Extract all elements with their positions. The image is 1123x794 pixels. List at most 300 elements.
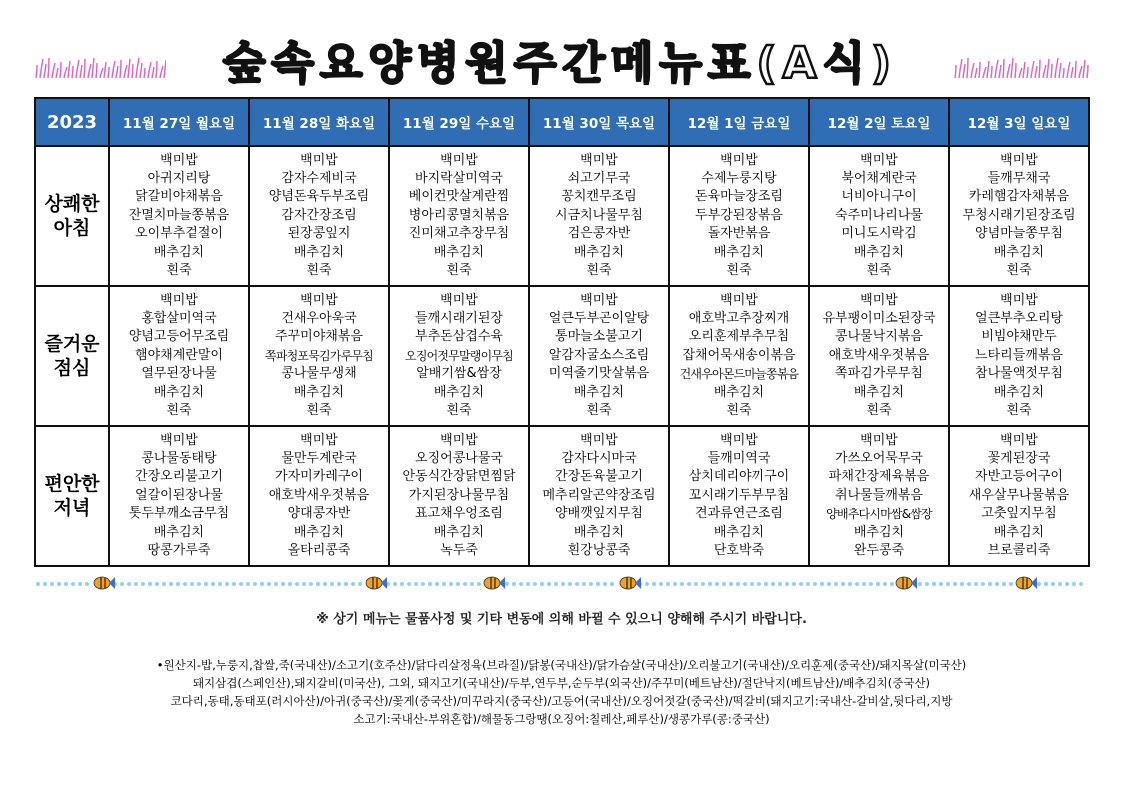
bubble (750, 582, 754, 586)
fish-icon (620, 577, 641, 589)
grass-blade (979, 62, 980, 78)
menu-item: 양배깻잎지무침 (555, 506, 643, 522)
bubble (967, 582, 971, 586)
meal-label (35, 286, 109, 426)
fish-icon (896, 577, 917, 589)
menu-item: 얼큰부추오리탕 (975, 310, 1063, 326)
grass-blade (1039, 60, 1040, 78)
menu-cell (809, 426, 949, 566)
menu-cell (949, 286, 1089, 426)
menu-item: 흰죽 (166, 403, 192, 419)
menu-item: 견과류연근조림 (695, 506, 783, 522)
menu-item: 배추김치 (153, 384, 205, 400)
bubble (1009, 582, 1013, 586)
menu-item: 열무된장나물 (141, 366, 217, 382)
grass-blade (1031, 61, 1034, 78)
menu-cell (529, 426, 669, 566)
grass-blade (1055, 58, 1058, 78)
bubble (246, 582, 250, 586)
menu-item: 바지락살미역국 (415, 170, 503, 186)
grass-blade (68, 61, 70, 78)
menu-item: 배추김치 (853, 244, 905, 260)
grass-blade (1083, 60, 1085, 78)
bubble (764, 582, 768, 586)
bubble (393, 582, 397, 586)
bubble (652, 582, 656, 586)
menu-cell (249, 426, 389, 566)
bubble (533, 582, 537, 586)
bubble (708, 582, 712, 586)
menu-item: 주꾸미야채볶음 (275, 329, 363, 345)
menu-item: 톳두부깨소금무침 (128, 506, 230, 522)
bubble (120, 582, 124, 586)
grass-blade (156, 61, 157, 78)
bubble (183, 582, 187, 586)
menu-item: 감자수제비국 (281, 170, 357, 186)
bubble (36, 582, 40, 586)
menu-item: 얼갈이된장나물 (135, 487, 223, 503)
bubble (407, 582, 411, 586)
bubble (876, 582, 880, 586)
bubble (435, 582, 439, 586)
bubble (470, 582, 474, 586)
menu-cell (109, 146, 249, 286)
menu-item: 백미밥 (720, 152, 758, 168)
menu-item: 백미밥 (160, 292, 198, 308)
bubble (722, 582, 726, 586)
menu-item: 백미밥 (300, 432, 338, 448)
grass-blade (1003, 59, 1004, 78)
grass-blade (112, 61, 115, 78)
bubble (1002, 582, 1006, 586)
menu-item: 백미밥 (580, 432, 618, 448)
menu-item: 완두콩죽 (853, 543, 905, 559)
meal-label-text: 즐거운 (44, 333, 100, 355)
bubble (778, 582, 782, 586)
meal-label-text: 아침 (53, 217, 91, 239)
menu-item: 배추김치 (293, 524, 345, 540)
notice-text: ※ 상기 메뉴는 물품사정 및 기타 변동에 의해 바뀔 수 있으니 양해해 주시기 바랍니다. (316, 612, 807, 627)
menu-item: 배추김치 (713, 384, 765, 400)
menu-item: 오리훈제부추무침 (688, 329, 790, 345)
grass-blade (108, 67, 109, 78)
day-header: 12월 1일 금요일 (669, 98, 809, 146)
menu-item: 콩나물무생채 (281, 366, 357, 382)
menu-item: 흰강낭콩죽 (567, 543, 631, 559)
bubble (729, 582, 733, 586)
grass-blade (1019, 68, 1022, 78)
grass-blade (140, 63, 142, 78)
menu-item: 흰죽 (306, 403, 332, 419)
grass-blade (1011, 58, 1013, 78)
bubble (449, 582, 453, 586)
bubble (582, 582, 586, 586)
menu-item: 양대콩자반 (287, 506, 351, 522)
bubble (960, 582, 964, 586)
grass-blade (60, 62, 61, 78)
menu-cell (109, 286, 249, 426)
bubble (820, 582, 824, 586)
bubble (995, 582, 999, 586)
meal-row (35, 146, 1089, 286)
menu-item: 꼬시래기두부무침 (688, 487, 790, 503)
menu-item: 건새우아욱국 (281, 310, 357, 326)
menu-item: 흰죽 (446, 403, 472, 419)
menu-item: 간장돈육불고기 (555, 469, 643, 485)
menu-item: 감자다시마국 (561, 450, 637, 466)
menu-item: 된장콩잎지 (287, 226, 351, 242)
bubble (260, 582, 264, 586)
menu-item: 고춧잎지무침 (981, 506, 1057, 522)
menu-item: 애호박새우젓볶음 (268, 487, 370, 503)
bubble (43, 582, 47, 586)
day-header: 11월 29일 수요일 (389, 98, 529, 146)
menu-item: 메추리알곤약장조림 (542, 487, 656, 503)
bubble (64, 582, 68, 586)
menu-item: 수제누룽지탕 (701, 170, 777, 186)
origin-line: 돼지삼겹(스페인산),돼지갈비(미국산), 그외, 돼지고기(국내산)/두부,연두부,순두부(외국산)/주꾸미(베트남산)/절단낙지(베트남산)/배추김치(중국산) (192, 676, 931, 690)
grass-blade (40, 59, 43, 78)
grass-blade (104, 62, 106, 78)
bubble (204, 582, 208, 586)
menu-item: 배추김치 (293, 384, 345, 400)
menu-item: 흰죽 (586, 263, 612, 279)
bubble (316, 582, 320, 586)
bubble (701, 582, 705, 586)
bubble (267, 582, 271, 586)
bubble (442, 582, 446, 586)
bubble (540, 582, 544, 586)
bubble (1051, 582, 1055, 586)
bubble (232, 582, 236, 586)
bubble (176, 582, 180, 586)
menu-item: 백미밥 (860, 152, 898, 168)
menu-cell (669, 286, 809, 426)
menu-item: 백미밥 (1000, 152, 1038, 168)
menu-item: 배추김치 (573, 524, 625, 540)
menu-item: 배추김치 (433, 244, 485, 260)
bubble (1072, 582, 1076, 586)
bubble (253, 582, 257, 586)
menu-cell (249, 286, 389, 426)
bubble (680, 582, 684, 586)
menu-item: 배추김치 (433, 524, 485, 540)
menu-item: 닭갈비야채볶음 (135, 189, 223, 205)
menu-item: 돈육마늘장조림 (695, 189, 783, 205)
menu-item: 배추김치 (153, 524, 205, 540)
grass-blade (44, 64, 46, 78)
bubble (519, 582, 523, 586)
grass-blade (1059, 63, 1061, 78)
bubble (477, 582, 481, 586)
grass-blade (1051, 64, 1052, 78)
menu-item: 북어채계란국 (841, 170, 917, 186)
menu-item: 콩나물동태탕 (141, 450, 217, 466)
menu-item: 참나물액젓무침 (975, 366, 1063, 382)
grass-blade (1067, 62, 1070, 78)
menu-item: 알배기쌈&쌈장 (416, 366, 502, 382)
menu-item: 녹두죽 (440, 543, 478, 559)
bubble (736, 582, 740, 586)
menu-item: 통마늘소불고기 (555, 329, 643, 345)
menu-item: 가쓰오어묵무국 (835, 450, 923, 466)
menu-item: 배추김치 (993, 524, 1045, 540)
header-row (35, 98, 1089, 146)
menu-item: 양념마늘쫑무침 (975, 226, 1063, 242)
menu-cell (389, 146, 529, 286)
bubble (603, 582, 607, 586)
bubble (589, 582, 593, 586)
day-header: 12월 3일 일요일 (949, 98, 1089, 146)
bubble (694, 582, 698, 586)
menu-item: 꽃게된장국 (987, 450, 1051, 466)
grass-blade (64, 67, 67, 78)
meal-label-text: 점심 (53, 357, 91, 379)
grass-blade (963, 64, 965, 78)
bubble (197, 582, 201, 586)
grass-blade (136, 58, 139, 78)
menu-item: 베이컨맛살계란찜 (408, 189, 510, 205)
menu-item: 백미밥 (720, 292, 758, 308)
bubble (673, 582, 677, 586)
bubble (505, 582, 509, 586)
grass-blade (971, 63, 974, 78)
weekly-menu-table (34, 97, 1090, 567)
grass-blade (983, 67, 986, 78)
menu-item: 삼치데리야끼구이 (688, 469, 790, 485)
bubble (239, 582, 243, 586)
bubble (575, 582, 579, 586)
grass-blade (116, 66, 118, 78)
grass-blade (100, 68, 103, 78)
menu-item: 자반고등어구이 (975, 469, 1063, 485)
menu-item: 잡채어묵새송이볶음 (682, 347, 796, 363)
menu-item: 건새우아몬드마늘쫑볶음 (679, 367, 799, 382)
bubble (57, 582, 61, 586)
meal-row (35, 426, 1089, 566)
origin-line: •원산지-밥,누룽지,찹쌀,죽(국내산)/소고기(호주산)/닭다리살정육(브라질)/닭봉(국내산)/닭가슴살(국내산)/오리불고기(국내산)/오리훈제(중국산)/돼지목살(미국산) (156, 658, 967, 672)
bubble (869, 582, 873, 586)
grass-blade (1043, 65, 1046, 78)
menu-cell (389, 426, 529, 566)
menu-cell (529, 146, 669, 286)
grass-blade (128, 59, 130, 78)
bubble (932, 582, 936, 586)
day-header: 12월 2일 토요일 (809, 98, 949, 146)
menu-item: 백미밥 (580, 152, 618, 168)
menu-item: 백미밥 (1000, 292, 1038, 308)
bubble (988, 582, 992, 586)
bubble (792, 582, 796, 586)
grass-blade (84, 59, 85, 78)
menu-cell (809, 286, 949, 426)
menu-cell (249, 146, 389, 286)
menu-item: 쪽파김가루무침 (835, 366, 923, 382)
grass-blade (1087, 65, 1088, 78)
origin-info (30, 656, 1093, 728)
bubble (148, 582, 152, 586)
bubble (344, 582, 348, 586)
day-header: 11월 27일 월요일 (109, 98, 249, 146)
grass-blade (52, 63, 55, 78)
grass-blade (88, 64, 91, 78)
grass-blade (96, 63, 97, 78)
bubble (414, 582, 418, 586)
menu-item: 흰죽 (1006, 263, 1032, 279)
bubble (841, 582, 845, 586)
menu-item: 미역줄기맛살볶음 (548, 366, 650, 382)
menu-item: 홍합살미역국 (141, 310, 217, 326)
grass-blade (1075, 61, 1076, 78)
bubble (715, 582, 719, 586)
menu-item: 미니도시락김 (841, 226, 917, 242)
bubble (862, 582, 866, 586)
bubble (50, 582, 54, 586)
bubble (351, 582, 355, 586)
bubble (813, 582, 817, 586)
grass-blade (144, 68, 145, 78)
menu-item: 진미채고추장무침 (408, 226, 510, 242)
menu-item: 간장오리불고기 (135, 469, 223, 485)
menu-item: 부추돈삼겹수육 (415, 329, 503, 345)
grass-blade (76, 60, 79, 78)
menu-item: 배추김치 (433, 384, 485, 400)
menu-item: 백미밥 (580, 292, 618, 308)
bubble-fish-decoration (34, 573, 1090, 593)
page-title: 숲속요양병원주간메뉴표(A식) (222, 38, 898, 89)
bubble (785, 582, 789, 586)
menu-item: 오이부추겉절이 (135, 226, 223, 242)
menu-item: 카레햄감자채볶음 (968, 189, 1070, 205)
bubble (568, 582, 572, 586)
bubble (890, 582, 894, 586)
bubble (547, 582, 551, 586)
bubble (421, 582, 425, 586)
bubble (1044, 582, 1048, 586)
bubble (428, 582, 432, 586)
bubble (155, 582, 159, 586)
grass-blade (56, 68, 58, 78)
menu-item: 애호박고추장찌개 (688, 310, 790, 326)
menu-item: 무청시래기된장조림 (962, 207, 1076, 223)
menu-item: 두부강된장볶음 (695, 207, 783, 223)
grass-blade (1071, 67, 1073, 78)
grass-blade (36, 65, 37, 78)
menu-item: 병아리콩멸치볶음 (408, 207, 510, 223)
menu-item: 양배추다시마쌈&쌈장 (826, 507, 932, 522)
menu-cell (389, 286, 529, 426)
grass-blade (967, 58, 968, 78)
menu-item: 흰죽 (726, 263, 752, 279)
grass-blade (991, 66, 992, 78)
bubble (78, 582, 82, 586)
menu-item: 들깨무채국 (987, 170, 1051, 186)
bubble (974, 582, 978, 586)
menu-item: 물만두계란국 (281, 450, 357, 466)
menu-item: 백미밥 (440, 432, 478, 448)
menu-item: 올타리콩죽 (287, 543, 351, 559)
menu-item: 흰죽 (166, 263, 192, 279)
bubble (330, 582, 334, 586)
menu-item: 느타리들깨볶음 (975, 347, 1063, 363)
grass-blade (120, 60, 121, 78)
menu-item: 흰죽 (1006, 403, 1032, 419)
day-header: 11월 28일 화요일 (249, 98, 389, 146)
menu-item: 검은콩자반 (567, 226, 631, 242)
menu-item: 들깨미역국 (707, 450, 771, 466)
menu-item: 배추김치 (713, 244, 765, 260)
menu-item: 배추김치 (993, 244, 1045, 260)
bubble (85, 582, 89, 586)
grass-blade (124, 65, 127, 78)
menu-item: 오징어젓무말랭이무침 (405, 348, 513, 363)
menu-item: 배추김치 (853, 384, 905, 400)
fish-icon (94, 577, 115, 589)
menu-cell (949, 426, 1089, 566)
menu-item: 잔멸치마늘쫑볶음 (128, 207, 230, 223)
bubble (743, 582, 747, 586)
bubble (645, 582, 649, 586)
bubble (225, 582, 229, 586)
fish-icon (484, 577, 505, 589)
menu-item: 배추김치 (993, 384, 1045, 400)
menu-item: 오징어콩나물국 (415, 450, 503, 466)
bubble (323, 582, 327, 586)
bubble (274, 582, 278, 586)
grass-decoration-right (953, 56, 1089, 78)
menu-cell (529, 286, 669, 426)
menu-item: 파채간장제육볶음 (828, 469, 930, 485)
menu-item: 흰죽 (866, 263, 892, 279)
bubble (953, 582, 957, 586)
menu-item: 배추김치 (153, 244, 205, 260)
bubble (218, 582, 222, 586)
menu-item: 백미밥 (720, 432, 758, 448)
grass-blade (1063, 68, 1064, 78)
meal-label (35, 146, 109, 286)
bubble (939, 582, 943, 586)
grass-blade (1047, 59, 1049, 78)
grass-blade (92, 58, 94, 78)
bubble (834, 582, 838, 586)
grass-blade (1023, 62, 1025, 78)
menu-item: 돌자반볶음 (707, 226, 771, 242)
menu-item: 백미밥 (160, 432, 198, 448)
grass-blade (132, 64, 133, 78)
grass-blade (987, 61, 989, 78)
bubble (799, 582, 803, 586)
year-header: 2023 (35, 98, 109, 146)
menu-item: 흰죽 (586, 403, 612, 419)
menu-item: 백미밥 (440, 152, 478, 168)
bubble (855, 582, 859, 586)
bubble (169, 582, 173, 586)
grass-blade (1035, 66, 1037, 78)
menu-item: 쇠고기무국 (567, 170, 631, 186)
menu-item: 흰죽 (446, 263, 472, 279)
menu-item: 알감자굴소스조림 (548, 347, 650, 363)
meal-label-text: 저녁 (53, 497, 91, 519)
menu-item: 배추김치 (293, 244, 345, 260)
menu-item: 비빔야채만두 (981, 329, 1057, 345)
menu-item: 양념고등어무조림 (128, 329, 230, 345)
menu-item: 숙주미나리나물 (835, 207, 923, 223)
meal-label-text: 편안한 (44, 473, 100, 495)
bubble (659, 582, 663, 586)
bubble (806, 582, 810, 586)
bubble (190, 582, 194, 586)
menu-item: 백미밥 (1000, 432, 1038, 448)
